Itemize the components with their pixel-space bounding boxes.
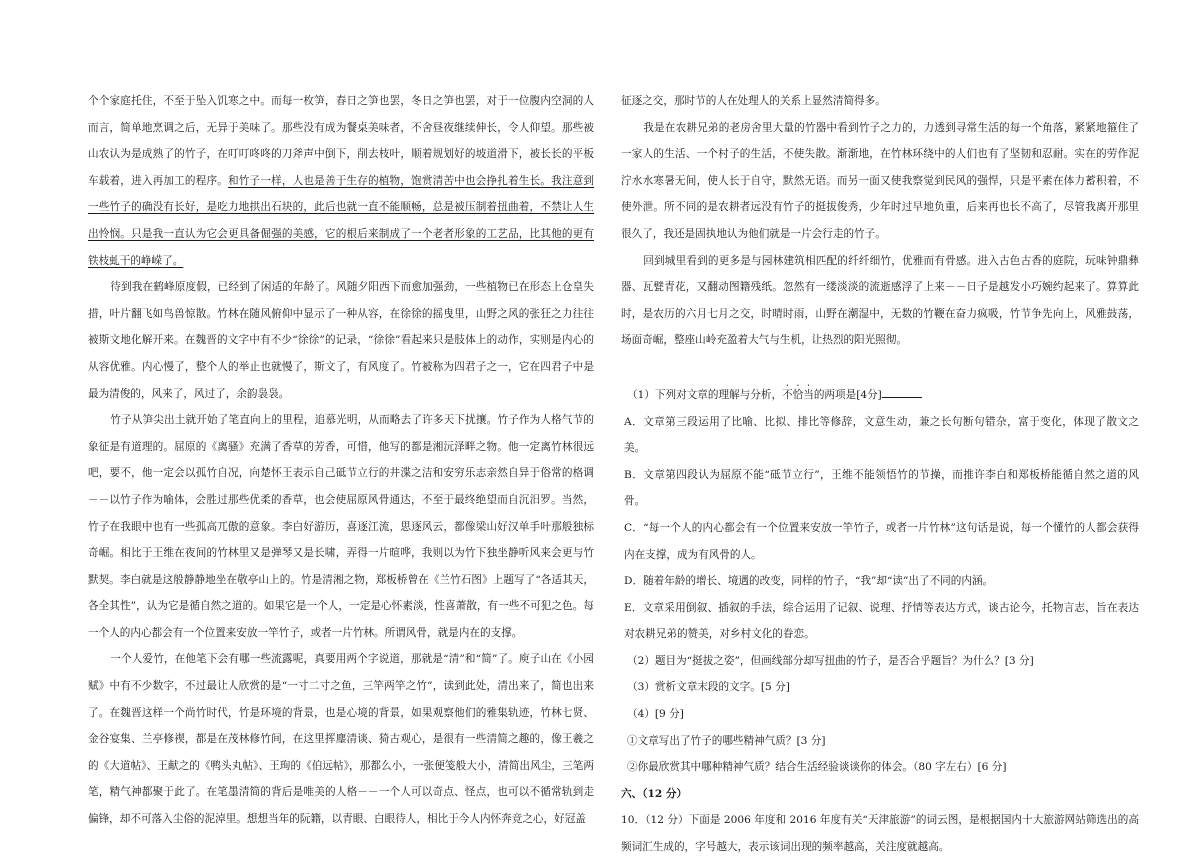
paragraph-4-continued: 征逐之交，那时节的人在处理人的关系上显然清简得多。 — [621, 95, 886, 107]
question-1: （1）下列对文章的理解与分析，不恰当的两项是[4分] — [621, 382, 1139, 409]
option-a: A．文章第三段运用了比喻、比拟、排比等修辞，文意生动，兼之长句断句错杂，富于变化，体现了散文之美。 — [624, 415, 1139, 455]
paragraph-1: 个个家庭托住，不至于坠入饥寒之中。而每一枚笋，春日之笋也罢，冬日之笋也罢，对于一位腹内空洞的人而言，简单地烹调之后，无异于美味了。那些没有成为餐桌美味者，不舍昼夜继续伸长，令人仰望。那些被山农认为是成熟了的竹子，在叮叮咚咚的刀斧声中倒下，削去枝叶，顺着规划好的坡道滑下，被长长的平板车载着，进入再加工的程序。和竹子一样，人也是善于生存的植物，饱赏清苦中也会挣扎着生长。我注意到一些竹子的确没有长好，是吃力地拱出石块的，此后也就一直不能顺畅，总是被压制着扭曲着，不禁让人生出怜悯。只是我一直认为它会更具备倔强的美感，它的根后来制成了一个老者形象的工艺品，比其他的更有铁枝虬干的峥嵘了。 — [88, 95, 595, 267]
question-3: （3）赏析文章末段的文字。[5 分] — [627, 681, 790, 694]
option-d: D．随着年龄的增长、境遇的改变，同样的竹子，“我”却“读”出了不同的内涵。 — [624, 575, 994, 588]
question-10: 10．（12 分）下面是 2006 年度和 2016 年度有关“天津旅游”的词云图，是根据国内十大旅游网站筛选出的高频词汇生成的，字号越大，表示该词出现的频率越高，关注度就越高。 — [621, 814, 1139, 854]
emphasis-text: 不恰当 — [782, 388, 814, 401]
paragraph-2: 待到我在鹤峰原度假，已经到了闲适的年龄了。风随夕阳西下而愈加强劲，一些植物已在形态上仓皇失措，叶片翻飞如鸟兽惊散。竹林在随风俯仰中显示了一种从容，在徐徐的摇曳里，山野之风的张狂之力往往被斯文地化解开来。在魏晋的文字中有不少“徐徐”的记录，“徐徐”看起来只是肢体上的动作，实则是内心的从容优雅。内心慢了，整个人的举止也就慢了，斯文了，有风度了。竹被称为四君子之一，它在四君子中是最为清俊的，风来了，风过了，余韵袅袅。 — [88, 281, 594, 400]
spacer — [621, 354, 1139, 382]
question-2: （2）题目为“挺拔之姿”，但画线部分却写扭曲的竹子，是否合乎题旨？为什么？[3 分] — [627, 654, 1034, 667]
paragraph-3: 竹子从笋尖出土就开始了笔直向上的里程，追慕光明，从而略去了许多天下扰攘。竹子作为人格气节的象征是有道理的。屈原的《离骚》充满了香草的芳香，可惜，他写的都是湘沅泽畔之物。他一定离竹林很远吧，要不，他一定会以孤竹自况，向楚怀王表示自己砥节立行的井渫之洁和安穷乐志亲然自异于俗常的格调－－以竹子作为喻体，会胜过那些优柔的香草，也会使屈原风骨通达，不至于最终绝望而自沉汨罗。当然，竹子在我眼中也有一些孤高兀傲的意象。李白好游历，喜逐江流，思逐风云，都像梁山好汉单手叶那般独标奇崛。相比于王维在夜间的竹林里又是弹琴又是长啸，弄得一片暄哗，我则以为竹下独坐静听风来会更与竹默契。李白就是这般静静地坐在敬亭山上的。竹是清湘之物，郑板桥曾在《兰竹石图》上题写了“各适其天，各全其性”，认为它是循自然之道的。如果它是一个人，一定是心怀素淡，性喜萧散，有一些不可犯之色。每一个人的内心都会有一个位置来安放一竿竹子，或者一片竹林。所谓风骨，就是内在的支撑。 — [88, 414, 594, 639]
paragraph-6: 回到城里看到的更多是与园林建筑相匹配的纤纤细竹，优雅而有骨感。进入古色古香的庭院，玩味钟鼎彝器、瓦甓青花，又翻动图籍残纸。忽然有一缕淡淡的流逝感浮了上来－－日子是越发小巧婉约起来了。算算此时，是农历的六月七月之交，时晴时雨，山野在潮湿中，无数的竹鞭在奋力疯吸，竹节争先向上，风雅鼓荡，场面奇崛，整座山岭充盈着大气与生机，让热烈的阳光照彻。 — [621, 254, 1139, 347]
question-4: （4）[9 分] — [627, 708, 684, 721]
paragraph-5: 我是在农耕兄弟的老房舍里大量的竹器中看到竹子之力的，力透到寻常生活的每一个角落，紧紧地箍住了一家人的生活、一个村子的生活，不使失散。渐渐地，在竹林环绕中的人们也有了坚韧和忍耐。实在的劳作泥泞水水寒暑无间，使人长于自守，默然无语。而另一面又使我察觉到民风的强悍，只是平素在体力蓄积着，不使外泄。所不同的是农耕者远没有竹子的挺拔俊秀，少年时过早地负重，后来再也长不高了，尽管我离开那里很久了，我还是固执地认为他们就是一片会行走的竹子。 — [621, 121, 1139, 240]
paragraph-4: 一个人爱竹，在他笔下会有哪一些流露呢，真要用两个字说道，那就是“清”和“简”了。庾子山在《小园赋》中有不少数字，不过最让人欣赏的是“一寸二寸之鱼，三竿两竿之竹”，读到此处，清出来了，简也出来了。在魏晋这样一个尚竹时代，竹是环境的背景，也是心境的背景，如果观察他们的雅集轨迹，竹林七贤、金谷宴集、兰亭修禊，都是在茂林修竹间，在这里挥麈清谈、猗古观心，是很有一些清简之趣的，像王羲之的《大道帖》、王献之的《鸭头丸帖》、王珣的《伯远帖》，那都么小，一张便笺般大小，清简出风尘，三笔两笔，精气神都聚于此了。在笔墨清简的背后是唯美的人格－－一个人可以奇点、怪点，也可以不循常轨到走偏锋，却不可落入尘俗的泥淖里。想想当年的阮籍，以青眼、白眼待人，相比于今人内怀奔竞之心，好冠盖 — [88, 653, 594, 826]
option-c: C．“每一个人的内心都会有一个位置来安放一竿竹子，或者一片竹林”这句话是说，每一个懂竹的人都会获得内在支撑，成为有风骨的人。 — [624, 521, 1139, 561]
question-4-part-1: ①文章写出了竹子的哪些精神气质？[3 分] — [627, 734, 826, 747]
question-4-part-2: ②你最欣赏其中哪种精神气质？结合生活经验谈谈你的体会。（80 字左右）[6 分] — [627, 761, 1007, 774]
right-column — [621, 88, 1139, 861]
underlined-passage: 和竹子一样，人也是善于生存的植物，饱赏清苦中也会挣扎着生长。我注意到一些竹子的确没有长好，是吃力地拱出石块的，此后也就一直不能顺畅，总是被压制着扭曲着，不禁让人生出怜悯。只是我一直认为它会更具备倔强的美感，它的根后来制成了一个老者形象的工艺品，比其他的更有铁枝虬干的峥嵘了。 — [88, 174, 595, 267]
option-e: E．文章采用倒叙、插叙的手法，综合运用了记叙、说理、抒情等表达方式，谈古论今，托物言志，旨在表达对农耕兄弟的赞美，对乡村文化的眷恋。 — [624, 601, 1139, 641]
left-column — [88, 88, 594, 833]
option-b: B．文章第四段认为屈原不能“砥节立行”，王维不能领悟竹的节操，而推许李白和郑板桥能循自然之道的风骨。 — [624, 468, 1139, 508]
section-heading: 六、（12 分） — [621, 787, 688, 800]
answer-blank[interactable] — [882, 387, 922, 398]
